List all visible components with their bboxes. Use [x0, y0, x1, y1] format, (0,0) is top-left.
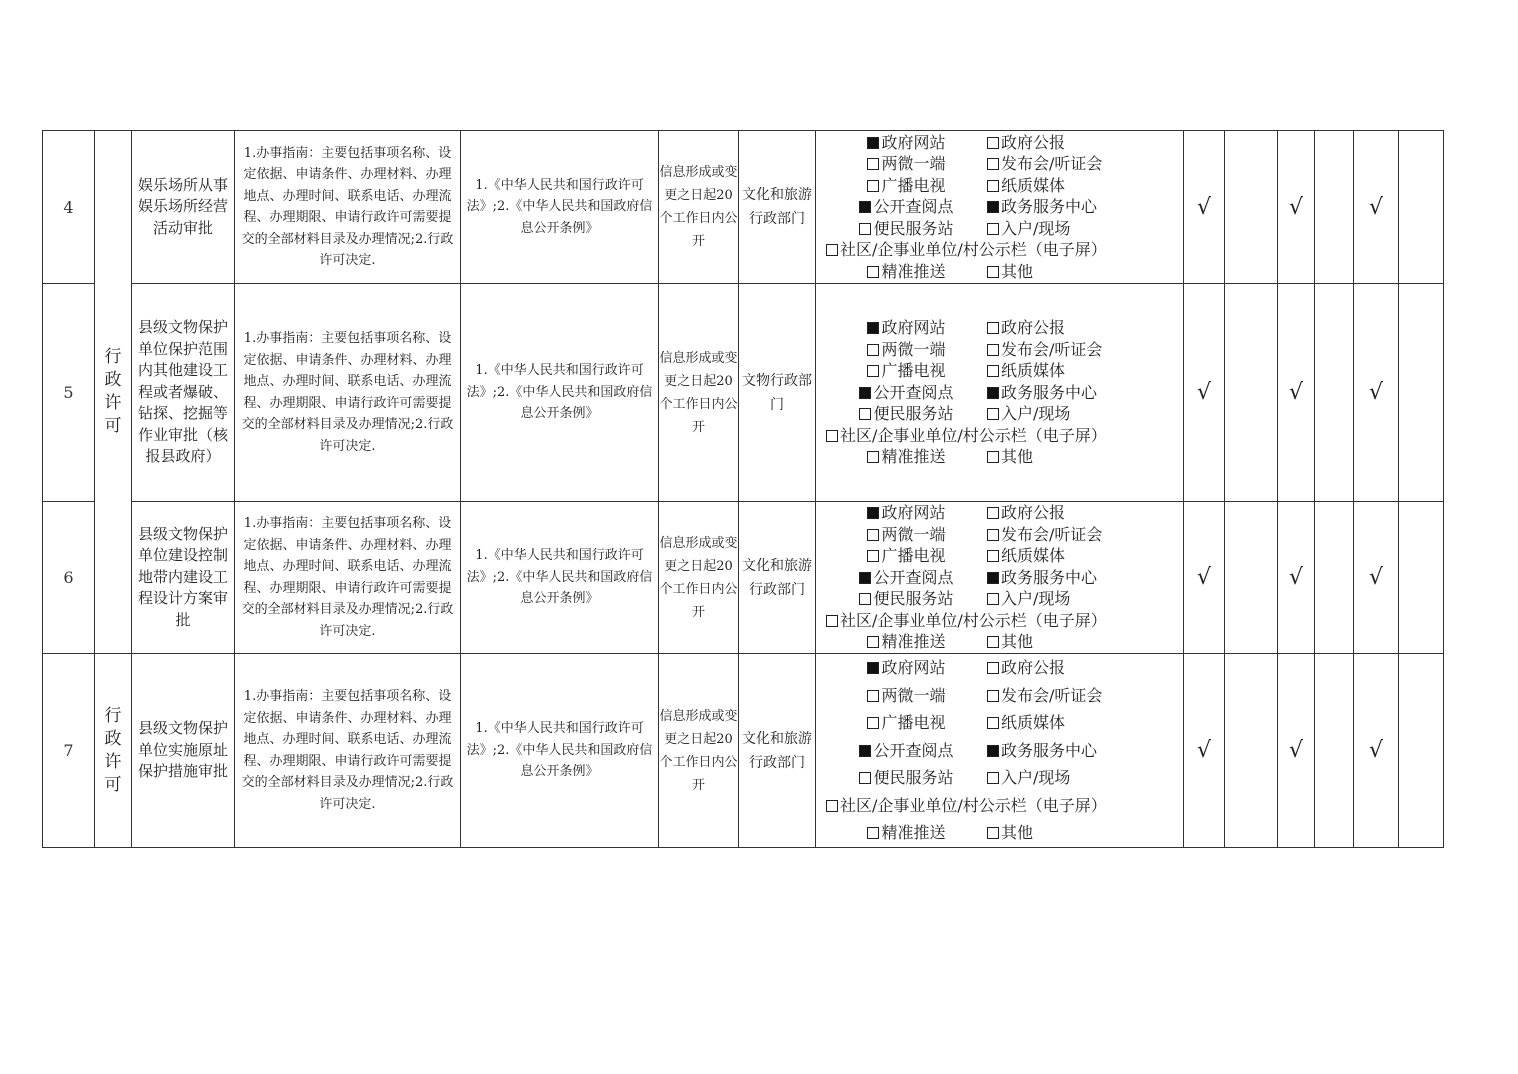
- channel-option: [826, 567, 987, 589]
- channel-option: [826, 339, 987, 361]
- unchecked-box-icon: [987, 180, 999, 192]
- unchecked-box-icon: [826, 244, 838, 256]
- channel-option: [826, 261, 987, 283]
- category-char: 政: [104, 728, 122, 749]
- channel-option-label: 其他: [1001, 823, 1034, 843]
- channel-line: [826, 218, 1177, 240]
- channel-option: [826, 132, 987, 154]
- channel-line: [826, 654, 1177, 682]
- channel-cell: [816, 654, 1184, 848]
- channel-option-label: 入户/现场: [1001, 768, 1071, 788]
- unchecked-box-icon: [826, 615, 838, 627]
- channel-line: [826, 153, 1177, 175]
- channel-option: [826, 239, 1107, 261]
- unchecked-box-icon: [987, 344, 999, 356]
- unchecked-box-icon: [867, 365, 879, 377]
- responsible-dept: 文化和旅游行政部门: [739, 502, 816, 654]
- category-char: 行: [104, 347, 122, 367]
- check-cell: [1399, 131, 1444, 284]
- check-cell: √: [1278, 502, 1315, 654]
- unchecked-box-icon: [987, 408, 999, 420]
- checked-box-icon: [987, 745, 999, 757]
- channel-option: [987, 360, 1065, 382]
- unchecked-box-icon: [859, 408, 871, 420]
- channel-option-label: 政务服务中心: [1001, 197, 1098, 217]
- channel-option-label: 公开查阅点: [873, 382, 954, 402]
- disclosure-content: 1.办事指南：主要包括事项名称、设定依据、申请条件、办理材料、办理地点、办理时间、联系电话、办理流程、办理期限、申请行政许可需要提交的全部材料目录及办理情况;2.行政许可决定.: [235, 654, 461, 848]
- channel-line: [826, 682, 1177, 710]
- check-cell: [1315, 284, 1354, 502]
- checked-box-icon: [859, 387, 871, 399]
- channel-option: [826, 403, 987, 425]
- checked-box-icon: [859, 201, 871, 213]
- channel-option: [987, 588, 1070, 610]
- category-cell: [95, 131, 132, 654]
- channel-option-label: 发布会/听证会: [1001, 685, 1103, 705]
- unchecked-box-icon: [987, 662, 999, 674]
- checked-box-icon: [859, 745, 871, 757]
- check-cell: √: [1278, 654, 1315, 848]
- channel-line: [826, 382, 1177, 404]
- item-name: 县级文物保护单位实施原址保护措施审批: [132, 654, 235, 848]
- channel-option: [826, 682, 987, 710]
- channel-option-label: 其他: [1001, 447, 1034, 467]
- row-number: 7: [43, 654, 95, 848]
- channel-option: [826, 446, 987, 468]
- channel-option: [987, 339, 1102, 361]
- channel-option-label: 纸质媒体: [1001, 546, 1066, 566]
- disclosure-time: 信息形成或变更之日起20个工作日内公开: [659, 131, 739, 284]
- unchecked-box-icon: [859, 772, 871, 784]
- check-cell: [1315, 654, 1354, 848]
- channel-line: [826, 502, 1177, 524]
- channel-option: [987, 502, 1065, 524]
- responsible-dept: 文化和旅游行政部门: [739, 654, 816, 848]
- channel-option-label: 精准推送: [881, 261, 946, 281]
- checked-box-icon: [867, 137, 879, 149]
- check-cell: [1399, 654, 1444, 848]
- channel-option: [987, 654, 1065, 682]
- disclosure-content: 1.办事指南：主要包括事项名称、设定依据、申请条件、办理材料、办理地点、办理时间、联系电话、办理流程、办理期限、申请行政许可需要提交的全部材料目录及办理情况;2.行政许可决定.: [235, 131, 461, 284]
- channel-option-label: 政府公报: [1001, 132, 1066, 152]
- channel-option-label: 发布会/听证会: [1001, 154, 1103, 174]
- channel-option: [987, 317, 1065, 339]
- table-row: [43, 654, 1444, 848]
- category-char: 许: [104, 393, 122, 413]
- channel-option-label: 政务服务中心: [1001, 740, 1098, 760]
- unchecked-box-icon: [867, 550, 879, 562]
- unchecked-box-icon: [987, 266, 999, 278]
- channel-line: [826, 819, 1177, 847]
- channel-option: [987, 132, 1065, 154]
- channel-option: [826, 654, 987, 682]
- table-row: [43, 284, 1444, 502]
- check-cell: [1225, 131, 1278, 284]
- channel-option: [987, 709, 1065, 737]
- unchecked-box-icon: [859, 223, 871, 235]
- channel-option-label: 便民服务站: [873, 404, 954, 424]
- channel-option: [826, 196, 987, 218]
- check-cell: [1315, 502, 1354, 654]
- channel-option-label: 政务服务中心: [1001, 567, 1098, 587]
- unchecked-box-icon: [867, 180, 879, 192]
- unchecked-box-icon: [987, 158, 999, 170]
- channel-cell: [816, 131, 1184, 284]
- row-number: 5: [43, 284, 95, 502]
- check-cell: √: [1354, 502, 1399, 654]
- channel-option-label: 广播电视: [881, 175, 946, 195]
- channel-option-label: 政府公报: [1001, 658, 1066, 678]
- channel-line: [826, 524, 1177, 546]
- channel-option: [826, 317, 987, 339]
- channel-option-label: 社区/企事业单位/村公示栏（电子屏）: [840, 240, 1107, 260]
- channel-cell: [816, 502, 1184, 654]
- channel-option-label: 两微一端: [881, 524, 946, 544]
- unchecked-box-icon: [826, 800, 838, 812]
- channel-option-label: 入户/现场: [1001, 589, 1071, 609]
- channel-option-label: 广播电视: [881, 546, 946, 566]
- unchecked-box-icon: [987, 529, 999, 541]
- channel-line: [826, 175, 1177, 197]
- channel-line: [826, 403, 1177, 425]
- unchecked-box-icon: [987, 593, 999, 605]
- unchecked-box-icon: [987, 223, 999, 235]
- disclosure-table: [42, 130, 1444, 848]
- table-row: [43, 131, 1444, 284]
- channel-option-label: 政务服务中心: [1001, 382, 1098, 402]
- channel-option: [987, 261, 1033, 283]
- channel-option: [826, 218, 987, 240]
- unchecked-box-icon: [867, 717, 879, 729]
- channel-option: [987, 631, 1033, 653]
- channel-line: [826, 737, 1177, 765]
- legal-basis: 1.《中华人民共和国行政许可法》;2.《中华人民共和国政府信息公开条例》: [461, 654, 659, 848]
- item-name: 县级文物保护单位保护范围内其他建设工程或者爆破、钻探、挖掘等作业审批（核报县政府）: [132, 284, 235, 502]
- channel-option-label: 入户/现场: [1001, 218, 1071, 238]
- channel-option: [826, 792, 1107, 820]
- unchecked-box-icon: [859, 593, 871, 605]
- channel-option: [826, 175, 987, 197]
- channel-line: [826, 360, 1177, 382]
- unchecked-box-icon: [867, 690, 879, 702]
- channel-line: [826, 446, 1177, 468]
- channel-option: [826, 631, 987, 653]
- check-cell: √: [1184, 654, 1225, 848]
- unchecked-box-icon: [867, 158, 879, 170]
- channel-option-label: 广播电视: [881, 713, 946, 733]
- channel-option-label: 两微一端: [881, 339, 946, 359]
- channel-option: [826, 737, 987, 765]
- channel-option: [987, 153, 1102, 175]
- channel-option: [826, 425, 1107, 447]
- channel-option: [987, 819, 1033, 847]
- category-char: 可: [104, 774, 122, 795]
- channel-option: [987, 175, 1065, 197]
- checked-box-icon: [867, 662, 879, 674]
- channel-option-label: 政府网站: [881, 658, 946, 678]
- check-cell: [1225, 654, 1278, 848]
- channel-option-label: 纸质媒体: [1001, 361, 1066, 381]
- channel-option: [826, 588, 987, 610]
- channel-line: [826, 588, 1177, 610]
- channel-option: [987, 764, 1070, 792]
- channel-option-label: 精准推送: [881, 447, 946, 467]
- channel-cell: [816, 284, 1184, 502]
- row-number: 6: [43, 502, 95, 654]
- channel-line: [826, 709, 1177, 737]
- channel-option: [987, 545, 1065, 567]
- channel-option: [987, 382, 1097, 404]
- unchecked-box-icon: [987, 717, 999, 729]
- channel-option-label: 政府网站: [881, 132, 946, 152]
- unchecked-box-icon: [987, 636, 999, 648]
- checked-box-icon: [859, 572, 871, 584]
- channel-option: [987, 524, 1102, 546]
- channel-option: [826, 524, 987, 546]
- unchecked-box-icon: [987, 827, 999, 839]
- channel-option-label: 政府公报: [1001, 503, 1066, 523]
- unchecked-box-icon: [987, 550, 999, 562]
- unchecked-box-icon: [987, 137, 999, 149]
- channel-option-label: 纸质媒体: [1001, 175, 1066, 195]
- channel-option: [987, 218, 1070, 240]
- category-char: 政: [104, 370, 122, 390]
- unchecked-box-icon: [987, 451, 999, 463]
- unchecked-box-icon: [987, 772, 999, 784]
- unchecked-box-icon: [867, 827, 879, 839]
- check-cell: √: [1278, 131, 1315, 284]
- check-cell: √: [1354, 284, 1399, 502]
- check-cell: √: [1184, 284, 1225, 502]
- channel-option-label: 其他: [1001, 261, 1034, 281]
- channel-option-label: 其他: [1001, 632, 1034, 652]
- channel-option-label: 社区/企事业单位/村公示栏（电子屏）: [840, 610, 1107, 630]
- channel-option-label: 政府网站: [881, 318, 946, 338]
- check-cell: [1315, 131, 1354, 284]
- legal-basis: 1.《中华人民共和国行政许可法》;2.《中华人民共和国政府信息公开条例》: [461, 284, 659, 502]
- channel-option-label: 政府网站: [881, 503, 946, 523]
- channel-option-label: 公开查阅点: [873, 197, 954, 217]
- category-cell: [95, 654, 132, 848]
- channel-option-label: 入户/现场: [1001, 404, 1071, 424]
- channel-option: [987, 567, 1097, 589]
- legal-basis: 1.《中华人民共和国行政许可法》;2.《中华人民共和国政府信息公开条例》: [461, 131, 659, 284]
- channel-line: [826, 132, 1177, 154]
- category-char: 行: [104, 705, 122, 726]
- channel-line: [826, 261, 1177, 283]
- unchecked-box-icon: [826, 430, 838, 442]
- channel-option-label: 精准推送: [881, 632, 946, 652]
- row-number: 4: [43, 131, 95, 284]
- channel-option: [826, 545, 987, 567]
- channel-option: [826, 819, 987, 847]
- channel-option: [987, 737, 1097, 765]
- check-cell: √: [1278, 284, 1315, 502]
- channel-option: [987, 196, 1097, 218]
- unchecked-box-icon: [987, 690, 999, 702]
- unchecked-box-icon: [987, 365, 999, 377]
- unchecked-box-icon: [867, 636, 879, 648]
- checked-box-icon: [867, 507, 879, 519]
- check-cell: [1225, 284, 1278, 502]
- unchecked-box-icon: [867, 529, 879, 541]
- check-cell: √: [1354, 654, 1399, 848]
- legal-basis: 1.《中华人民共和国行政许可法》;2.《中华人民共和国政府信息公开条例》: [461, 502, 659, 654]
- channel-option-label: 发布会/听证会: [1001, 524, 1103, 544]
- checked-box-icon: [987, 387, 999, 399]
- channel-line: [826, 545, 1177, 567]
- checked-box-icon: [867, 322, 879, 334]
- item-name: 县级文物保护单位建设控制地带内建设工程设计方案审批: [132, 502, 235, 654]
- responsible-dept: 文物行政部门: [739, 284, 816, 502]
- channel-option-label: 便民服务站: [873, 218, 954, 238]
- channel-option-label: 便民服务站: [873, 589, 954, 609]
- table-row: [43, 502, 1444, 654]
- check-cell: [1399, 284, 1444, 502]
- channel-line: [826, 567, 1177, 589]
- channel-option-label: 便民服务站: [873, 768, 954, 788]
- channel-option: [826, 502, 987, 524]
- channel-option-label: 发布会/听证会: [1001, 339, 1103, 359]
- check-cell: √: [1354, 131, 1399, 284]
- channel-line: [826, 317, 1177, 339]
- disclosure-content: 1.办事指南：主要包括事项名称、设定依据、申请条件、办理材料、办理地点、办理时间、联系电话、办理流程、办理期限、申请行政许可需要提交的全部材料目录及办理情况;2.行政许可决定.: [235, 502, 461, 654]
- channel-option-label: 社区/企事业单位/村公示栏（电子屏）: [840, 795, 1107, 815]
- channel-option-label: 纸质媒体: [1001, 713, 1066, 733]
- category-char: 许: [104, 751, 122, 772]
- unchecked-box-icon: [987, 322, 999, 334]
- unchecked-box-icon: [867, 266, 879, 278]
- channel-line: [826, 764, 1177, 792]
- channel-line: [826, 610, 1177, 632]
- channel-option: [987, 446, 1033, 468]
- channel-line: [826, 792, 1177, 820]
- check-cell: [1399, 502, 1444, 654]
- unchecked-box-icon: [987, 507, 999, 519]
- unchecked-box-icon: [867, 344, 879, 356]
- channel-option: [826, 360, 987, 382]
- unchecked-box-icon: [867, 451, 879, 463]
- channel-option: [826, 153, 987, 175]
- category-char: 可: [104, 416, 122, 436]
- responsible-dept: 文化和旅游行政部门: [739, 131, 816, 284]
- channel-option-label: 社区/企事业单位/村公示栏（电子屏）: [840, 425, 1107, 445]
- checked-box-icon: [987, 201, 999, 213]
- channel-option-label: 两微一端: [881, 685, 946, 705]
- check-cell: √: [1184, 502, 1225, 654]
- channel-option-label: 公开查阅点: [873, 567, 954, 587]
- disclosure-content: 1.办事指南：主要包括事项名称、设定依据、申请条件、办理材料、办理地点、办理时间、联系电话、办理流程、办理期限、申请行政许可需要提交的全部材料目录及办理情况;2.行政许可决定.: [235, 284, 461, 502]
- channel-option-label: 政府公报: [1001, 318, 1066, 338]
- channel-option: [826, 610, 1107, 632]
- channel-option-label: 广播电视: [881, 361, 946, 381]
- check-cell: [1225, 502, 1278, 654]
- checked-box-icon: [987, 572, 999, 584]
- channel-line: [826, 425, 1177, 447]
- channel-option: [987, 682, 1102, 710]
- disclosure-time: 信息形成或变更之日起20个工作日内公开: [659, 284, 739, 502]
- check-cell: √: [1184, 131, 1225, 284]
- channel-option: [987, 403, 1070, 425]
- channel-option: [826, 764, 987, 792]
- channel-option-label: 两微一端: [881, 154, 946, 174]
- channel-option: [826, 709, 987, 737]
- item-name: 娱乐场所从事娱乐场所经营活动审批: [132, 131, 235, 284]
- channel-line: [826, 339, 1177, 361]
- disclosure-time: 信息形成或变更之日起20个工作日内公开: [659, 654, 739, 848]
- channel-line: [826, 631, 1177, 653]
- channel-line: [826, 239, 1177, 261]
- channel-option-label: 公开查阅点: [873, 740, 954, 760]
- channel-option-label: 精准推送: [881, 823, 946, 843]
- channel-line: [826, 196, 1177, 218]
- channel-option: [826, 382, 987, 404]
- disclosure-time: 信息形成或变更之日起20个工作日内公开: [659, 502, 739, 654]
